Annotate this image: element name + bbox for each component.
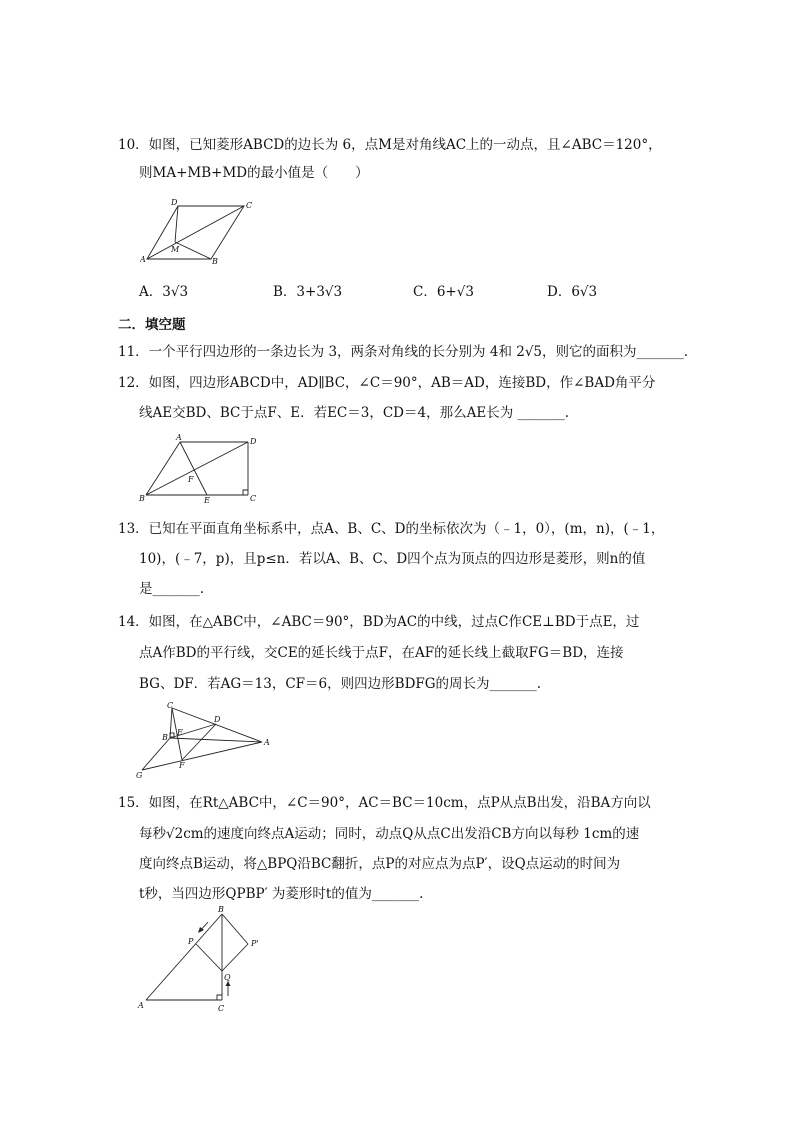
q15-label-p: P — [188, 937, 194, 946]
q10-segment-md — [175, 206, 178, 242]
q13-line1: 13．已知在平面直角坐标系中，点A、B、C、D的坐标依次为（﹣1，0），(m，n)，(﹣1， — [118, 521, 665, 537]
q14-segment-gb — [142, 738, 170, 770]
q15-label-c: C — [218, 1004, 225, 1013]
q12-segment-bd — [146, 442, 248, 495]
q14-segment-ca — [172, 708, 262, 742]
q15-segment-ab — [146, 914, 222, 1000]
q12-segment-ae — [180, 442, 207, 495]
q15-segment-p2q — [222, 944, 248, 971]
q10-option-c[interactable]: C．6+√3 — [413, 284, 474, 300]
q13-line2: 10)，(﹣7，p)，且p≤n．若以A、B、C、D四个点为顶点的四边形是菱形，则n的值 — [139, 551, 646, 567]
q10-rhombus-figure — [140, 196, 258, 266]
q14-line2: 点A作BD的平行线，交CE的延长线于点F，在AF的延长线上截取FG＝BD，连接 — [139, 645, 624, 661]
q14-line1: 14．如图，在△ABC中，∠ABC＝90°，BD为AC的中线，过点C作CE⊥BD于点E，过 — [118, 614, 640, 630]
q10-line1: 10．如图，已知菱形ABCD的边长为 6，点M是对角线AC上的一动点，且∠ABC＝120°， — [118, 137, 662, 153]
q15-segment-bp2 — [222, 914, 248, 944]
q10-label-c: C — [246, 201, 253, 210]
q10-option-a[interactable]: A．3√3 — [139, 284, 189, 300]
q10-segment-mb — [175, 242, 211, 259]
q12-line2: 线AE交BD、BC于点F、E．若EC＝3，CD＝4，那么AE长为 _______. — [139, 405, 570, 421]
q12-right-angle-mark — [243, 490, 248, 495]
q14-label-c: C — [167, 701, 174, 710]
q15-segment-pq — [196, 944, 222, 971]
q12-label-a: A — [176, 433, 182, 442]
q14-segment-ba — [170, 738, 262, 742]
q10-diagonal-ac — [147, 206, 244, 259]
q14-label-e: E — [177, 728, 183, 737]
q15-line2: 每秒√2cm的速度向终点A运动；同时，动点Q从点C出发沿CB方向以每秒 1cm的速 — [139, 826, 640, 842]
q12-label-b: B — [139, 494, 145, 503]
q10-option-b[interactable]: B．3+3√3 — [273, 284, 343, 300]
section-fill-in-title: 二．填空题 — [118, 317, 186, 333]
q12-label-d: D — [250, 437, 257, 446]
q12-trapezoid-figure — [138, 432, 258, 504]
q13-line3: 是_______. — [139, 581, 205, 597]
q14-label-f: F — [179, 761, 185, 770]
q10-label-d: D — [171, 198, 178, 207]
q12-segment-ab — [146, 442, 180, 495]
q14-label-b: B — [162, 733, 168, 742]
q10-option-d[interactable]: D．6√3 — [547, 284, 598, 300]
q14-label-g: G — [136, 771, 143, 780]
q15-line3: 度向终点B运动，将△BPQ沿BC翻折，点P的对应点为点P′，设Q点运动的时间为 — [139, 856, 621, 872]
q10-label-b: B — [212, 257, 218, 266]
q15-right-angle-mark — [217, 995, 222, 1000]
q15-label-b: B — [218, 905, 224, 914]
q12-label-f: F — [188, 475, 194, 484]
q15-label-p-prime: P' — [251, 939, 259, 948]
q10-line2: 则MA+MB+MD的最小值是（ ） — [139, 165, 369, 181]
q10-label-a: A — [140, 255, 146, 264]
q15-triangle-figure — [134, 904, 274, 1016]
q14-line3: BG、DF．若AG＝13，CF＝6，则四边形BDFG的周长为_______. — [139, 676, 542, 692]
q14-segment-ag — [142, 742, 262, 770]
q12-line1: 12．如图，四边形ABCD中，AD∥BC，∠C＝90°，AB＝AD，连接BD，作∠BAD角平分 — [118, 375, 656, 391]
q12-label-e: E — [204, 496, 210, 504]
q15-line4: t秒，当四边形QPBP′ 为菱形时t的值为_______. — [139, 886, 424, 902]
q15-label-q: Q — [224, 973, 231, 982]
q15-label-a: A — [138, 1001, 144, 1010]
q15-line1: 15．如图，在Rt△ABC中，∠C＝90°，AC＝BC＝10cm，点P从点B出发，沿BA方向以 — [118, 795, 651, 811]
q14-label-a: A — [264, 738, 270, 747]
q14-triangle-figure — [134, 700, 274, 780]
q12-label-c: C — [250, 494, 257, 503]
q14-label-d: D — [214, 715, 221, 724]
q11-line1: 11．一个平行四边形的一条边长为 3，两条对角线的长分别为 4和 2√5，则它的面积为_______. — [118, 344, 689, 360]
q10-label-m: M — [171, 245, 180, 254]
